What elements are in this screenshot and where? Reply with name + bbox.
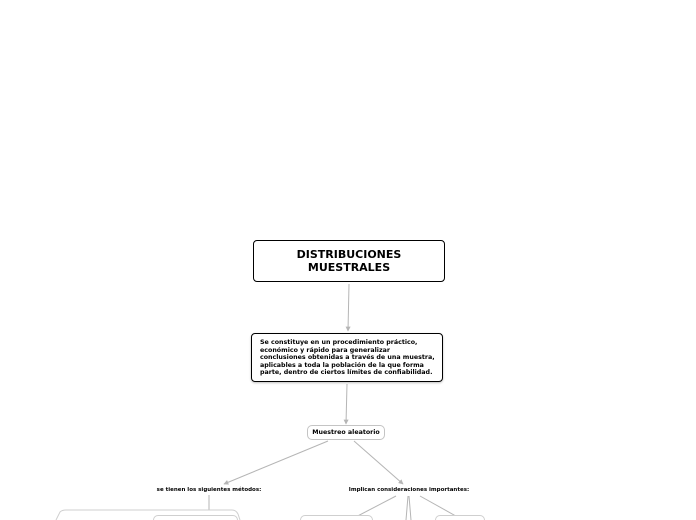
root-topic-title: DISTRIBUCIONES MUESTRALES (296, 248, 402, 274)
connector-subtopic-to-left-branch (224, 441, 328, 484)
connector-right-branch-child-2 (406, 496, 408, 520)
connector-root-to-definition (348, 284, 349, 331)
child-node-left-1[interactable] (153, 515, 238, 520)
definition-text: Se constituye en un procedimiento práctico, económico y rápido para generalizar conclusiones obtenidas a través de una muestra, aplicables a toda la población de la que forma parte, dentro de ciertos límites de confiabilidad. (260, 339, 435, 377)
subtopic-label: Muestreo aleatorio (312, 429, 380, 436)
definition-topic[interactable] (251, 333, 443, 382)
connector-subtopic-to-right-branch (354, 441, 403, 484)
child-node-right-1[interactable] (300, 515, 373, 520)
subtopic-muestreo-aleatorio[interactable] (307, 425, 385, 440)
branch-label-considerations[interactable]: Implican consideraciones importantes: (348, 487, 470, 493)
connector-right-branch-child-3 (409, 496, 411, 520)
branch-label-methods[interactable]: se tienen los siguientes métodos: (156, 487, 262, 493)
root-topic[interactable] (253, 240, 445, 282)
connector-definition-to-subtopic (346, 384, 347, 424)
child-node-right-2[interactable] (435, 515, 485, 520)
